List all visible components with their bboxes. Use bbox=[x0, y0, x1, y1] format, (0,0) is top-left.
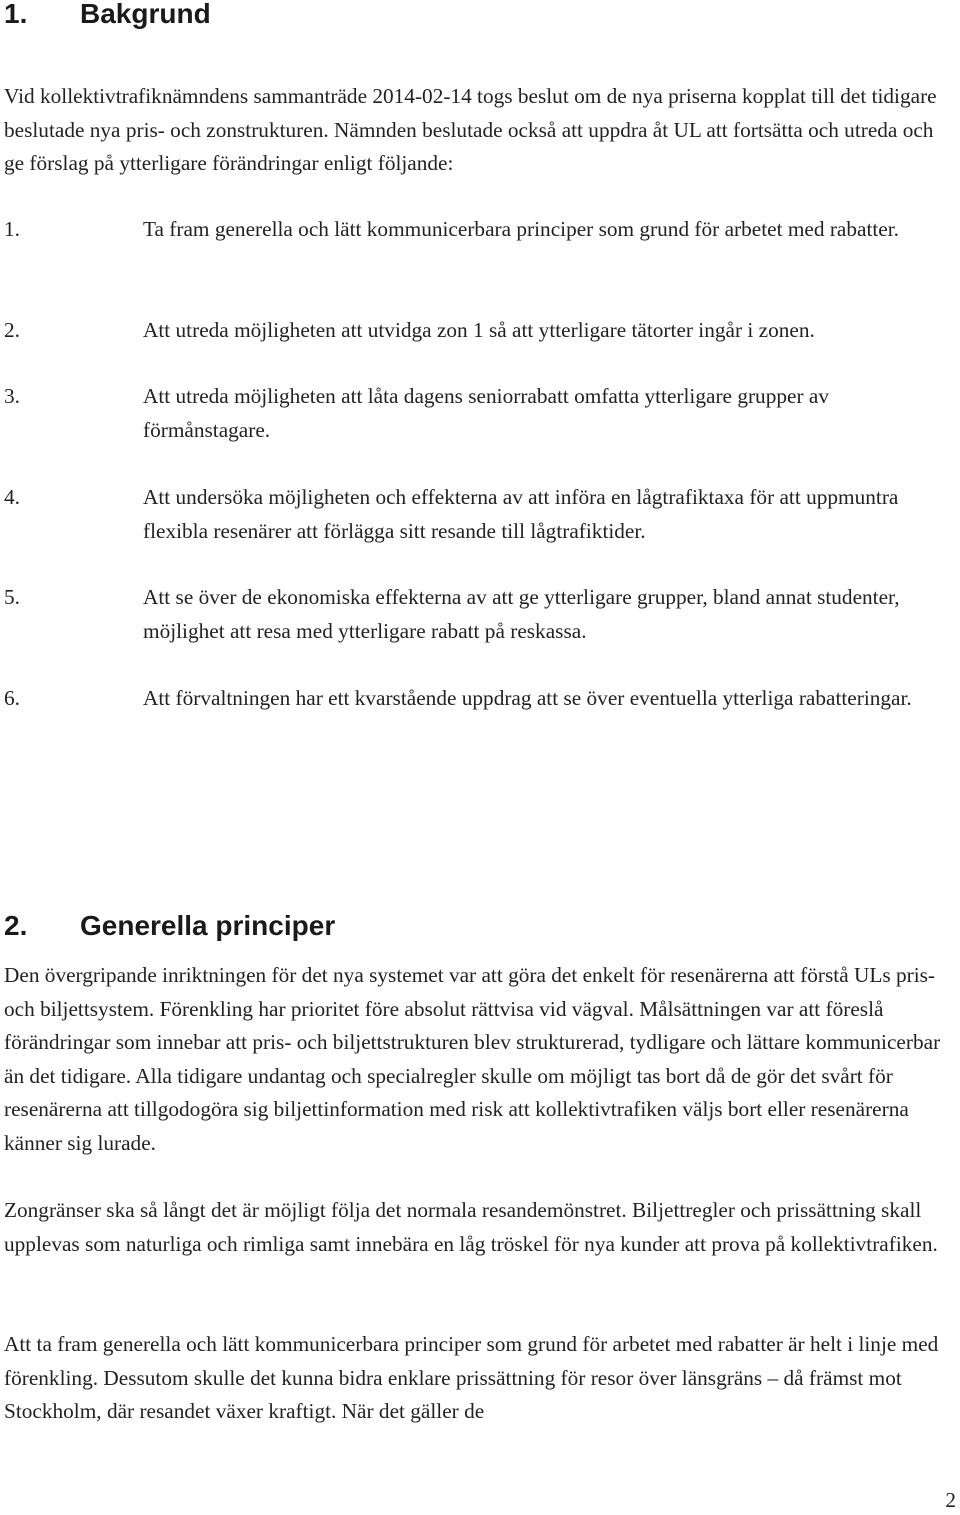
list-item-text: Att förvaltningen har ett kvarstående uppdrag att se över eventuella ytterliga rabatteringar. bbox=[143, 686, 912, 710]
section-heading-generella-principer bbox=[4, 910, 335, 942]
list-item-text: Att undersöka möjligheten och effekterna av att införa en lågtrafiktaxa för att uppmuntra flexibla resenärer att förlägga sitt resande till lågtrafiktider. bbox=[143, 485, 899, 543]
list-marker: 4. bbox=[4, 485, 20, 509]
body-paragraph: Att ta fram generella och lätt kommunicerbara principer som grund för arbetet med rabatter är helt i linje med förenkling. Dessutom skulle det kunna bidra enklare prissättning för resor över länsgräns – då främst mot Stockholm, där resandet växer kraftigt. När det gäller de bbox=[4, 1332, 939, 1423]
list-item-text: Att utreda möjligheten att låta dagens seniorrabatt omfatta ytterligare grupper av förmånstagare. bbox=[143, 384, 829, 442]
list-item bbox=[4, 581, 956, 648]
list-item-text: Att utreda möjligheten att utvidga zon 1 så att ytterligare tätorter ingår i zonen. bbox=[143, 318, 815, 342]
list-item bbox=[4, 481, 956, 548]
list-marker: 2. bbox=[4, 318, 20, 342]
list-marker: 3. bbox=[4, 384, 20, 408]
list-item bbox=[4, 682, 956, 716]
list-item bbox=[4, 380, 956, 447]
section-heading-bakgrund bbox=[4, 0, 211, 30]
list-marker: 1. bbox=[4, 217, 20, 241]
list-marker: 6. bbox=[4, 686, 20, 710]
intro-paragraph: Vid kollektivtrafiknämndens sammanträde 2014-02-14 togs beslut om de nya priserna kopplat till det tidigare beslutade nya pris- och zonstrukturen. Nämnden beslutade också att uppdra åt UL att fortsätta och utreda och ge förslag på ytterligare förändringar enligt följande: bbox=[4, 84, 937, 175]
section-number: 1. bbox=[4, 0, 28, 29]
body-paragraph: Den övergripande inriktningen för det nya systemet var att göra det enkelt för resenärerna att förstå ULs pris- och biljettsystem. Förenkling har prioritet före absolut rättvisa vid vägval. Målsättningen var att föreslå förändringar som innebar att pris- och biljettstrukturen blev strukturerad, tydligare och lättare kommunicerbar än det tidigare. Alla tidigare undantag och specialregler skulle om möjligt tas bort då de gör det svårt för resenärerna att tillgodogöra sig biljettinformation med risk att kollektivtrafiken väljs bort eller resenärerna känner sig lurade. bbox=[4, 963, 941, 1155]
list-item bbox=[4, 213, 956, 247]
section-number: 2. bbox=[4, 910, 28, 941]
list-item-text: Ta fram generella och lätt kommunicerbara principer som grund för arbetet med rabatter. bbox=[143, 217, 899, 241]
section-title: Generella principer bbox=[80, 910, 336, 941]
list-item bbox=[4, 314, 956, 348]
body-paragraph: Zongränser ska så långt det är möjligt följa det normala resandemönstret. Biljettregler och prissättning skall upplevas som naturliga och rimliga samt innebära en låg tröskel för nya kunder att prova på kollektivtrafiken. bbox=[4, 1198, 938, 1256]
list-marker: 5. bbox=[4, 585, 20, 609]
list-item-text: Att se över de ekonomiska effekterna av att ge ytterligare grupper, bland annat studenter, möjlighet att resa med ytterligare rabatt på reskassa. bbox=[143, 585, 900, 643]
page-number: 2 bbox=[945, 1488, 956, 1512]
section-title: Bakgrund bbox=[80, 0, 211, 29]
